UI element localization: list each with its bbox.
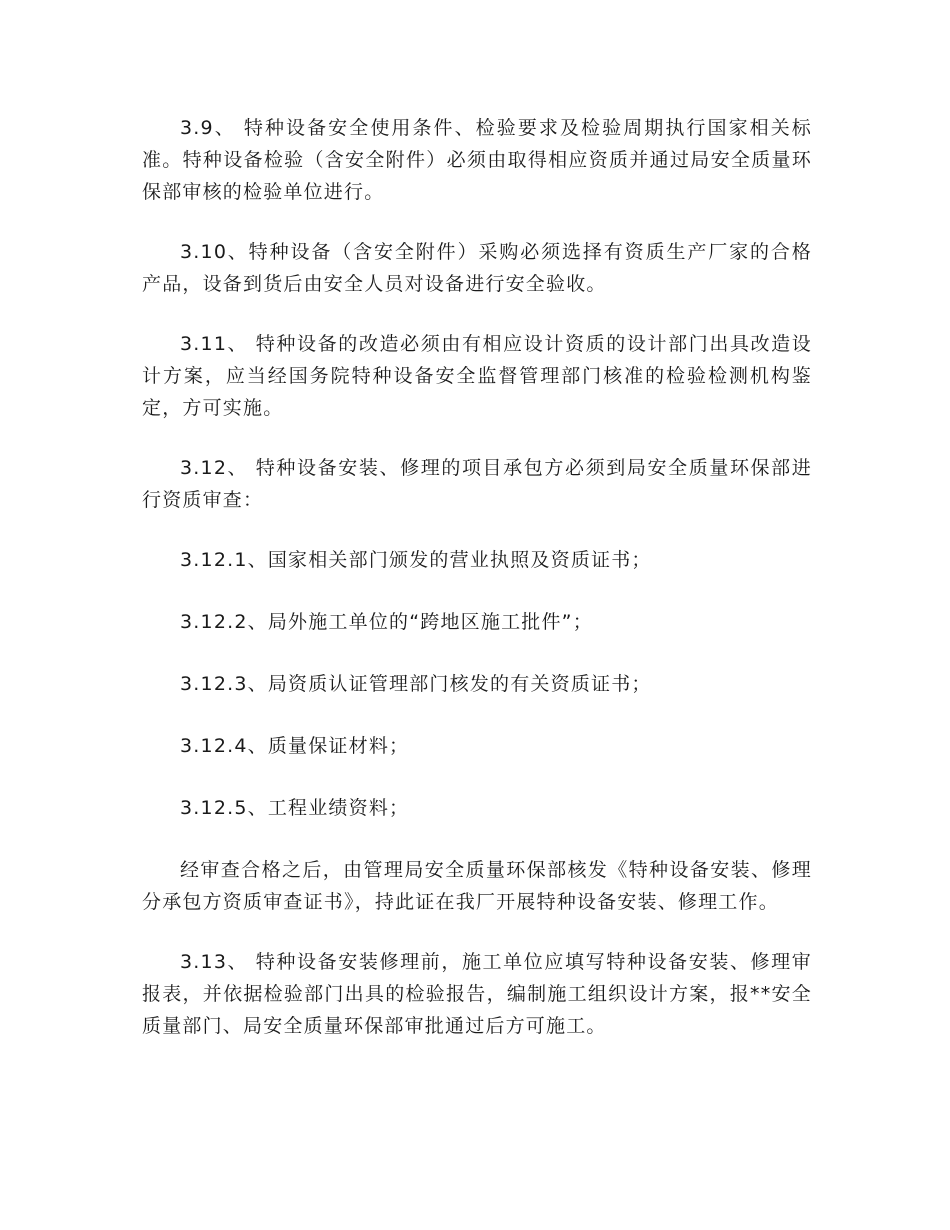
- paragraph-3-9: 3.9、 特种设备安全使用条件、检验要求及检验周期执行国家相关标准。特种设备检验（含安全附件）必须由取得相应资质并通过局安全质量环保部审核的检验单位进行。: [142, 117, 812, 203]
- paragraph-approval: 经审查合格之后，由管理局安全质量环保部核发《特种设备安装、修理分承包方资质审查证书》，持此证在我厂开展特种设备安装、修理工作。: [142, 859, 812, 913]
- paragraph-3-12-1: 3.12.1、国家相关部门颁发的营业执照及资质证书；: [180, 549, 652, 571]
- paragraph-3-10: 3.10、特种设备（含安全附件）采购必须选择有资质生产厂家的合格产品，设备到货后由安全人员对设备进行安全验收。: [142, 241, 812, 295]
- paragraph-3-12-3: 3.12.3、局资质认证管理部门核发的有关资质证书；: [180, 673, 652, 695]
- document-body: [142, 112, 812, 1070]
- paragraph-3-12-5: 3.12.5、工程业绩资料；: [180, 797, 410, 819]
- paragraph-3-12: 3.12、 特种设备安装、修理的项目承包方必须到局安全质量环保部进行资质审查：: [142, 457, 812, 511]
- paragraph-3-11: 3.11、 特种设备的改造必须由有相应设计资质的设计部门出具改造设计方案，应当经国务院特种设备安全监督管理部门核准的检验检测机构鉴定，方可实施。: [142, 333, 812, 419]
- paragraph-3-12-2: 3.12.2、局外施工单位的“跨地区施工批件”；: [180, 611, 593, 633]
- paragraph-3-13: 3.13、 特种设备安装修理前，施工单位应填写特种设备安装、修理审报表，并依据检验部门出具的检验报告，编制施工组织设计方案，报**安全质量部门、局安全质量环保部审批通过后方可施工。: [142, 951, 812, 1037]
- paragraph-3-12-4: 3.12.4、质量保证材料；: [180, 735, 410, 757]
